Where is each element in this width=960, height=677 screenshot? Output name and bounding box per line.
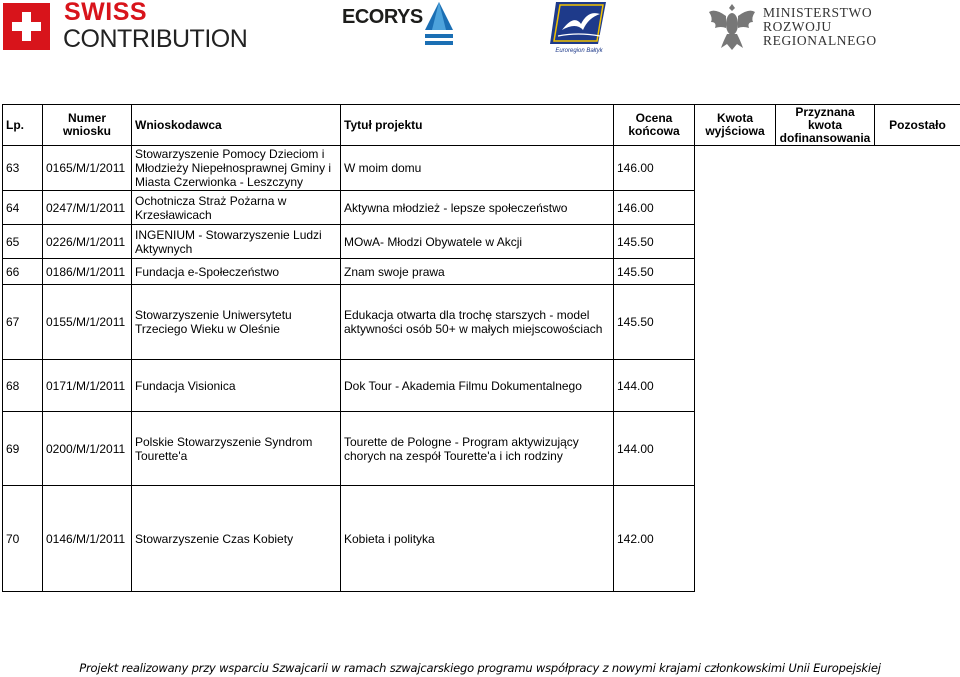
cell-lp: 65 — [3, 225, 43, 259]
cell-lp: 63 — [3, 146, 43, 191]
cell-lp: 67 — [3, 285, 43, 360]
cell-ocena: 146.00 — [614, 191, 695, 225]
ministry-line-2: ROZWOJU — [763, 19, 832, 34]
cell-numer: 0200/M/1/2011 — [43, 412, 132, 486]
cell-ocena: 145.50 — [614, 225, 695, 259]
cell-ocena: 144.00 — [614, 412, 695, 486]
cell-wnioskodawca: Polskie Stowarzyszenie Syndrom Tourette'a — [132, 412, 341, 486]
cell-empty-area — [695, 259, 960, 592]
cell-wnioskodawca: Ochotnicza Straż Pożarna w Krzesławicach — [132, 191, 341, 225]
cell-empty-block — [695, 146, 960, 259]
cell-tytul: MOwA- Młodzi Obywatele w Akcji — [341, 225, 614, 259]
ecorys-logo-text: ECORYS — [342, 6, 423, 28]
cell-tytul: Dok Tour - Akademia Filmu Dokumentalnego — [341, 360, 614, 412]
euroregion-baltyk-logo — [548, 0, 610, 54]
cell-lp: 64 — [3, 191, 43, 225]
cell-wnioskodawca: Stowarzyszenie Uniwersytetu Trzeciego Wieku w Oleśnie — [132, 285, 341, 360]
col-header-kwota: Kwota wyjściowa — [695, 105, 776, 146]
cell-ocena: 145.50 — [614, 285, 695, 360]
cell-tytul: Tourette de Pologne - Program aktywizujący chorych na zespół Tourette'a i ich rodziny — [341, 412, 614, 486]
ministry-logo-text — [763, 6, 877, 48]
cell-wnioskodawca: Stowarzyszenie Czas Kobiety — [132, 486, 341, 592]
col-header-tytul: Tytuł projektu — [341, 105, 614, 146]
footer-note: Projekt realizowany przy wsparciu Szwajcarii w ramach szwajcarskiego programu współpracy z nowymi krajami członkowskimi Unii Europejskiej — [79, 661, 881, 675]
cell-wnioskodawca: Stowarzyszenie Pomocy Dzieciom i Młodzieży Niepełnosprawnej Gminy i Miasta Czerwionka - Leszczyny — [132, 146, 341, 191]
ministry-line-3: REGIONALNEGO — [763, 33, 877, 48]
col-header-przyznana: Przyznana kwota dofinansowania — [776, 105, 875, 146]
cell-numer: 0165/M/1/2011 — [43, 146, 132, 191]
ministry-logo — [705, 0, 905, 56]
cell-tytul: Znam swoje prawa — [341, 259, 614, 285]
cell-wnioskodawca: INGENIUM - Stowarzyszenie Ludzi Aktywnych — [132, 225, 341, 259]
cell-lp: 70 — [3, 486, 43, 592]
cell-wnioskodawca: Fundacja e-Społeczeństwo — [132, 259, 341, 285]
cell-tytul: Kobieta i polityka — [341, 486, 614, 592]
cell-numer: 0186/M/1/2011 — [43, 259, 132, 285]
swiss-contribution-logo — [0, 0, 250, 56]
ecorys-drop-icon — [422, 0, 456, 50]
cell-numer: 0171/M/1/2011 — [43, 360, 132, 412]
cell-lp: 66 — [3, 259, 43, 285]
cell-ocena: 145.50 — [614, 259, 695, 285]
grant-results-table — [2, 104, 960, 592]
cell-tytul: Aktywna młodzież - lepsze społeczeństwo — [341, 191, 614, 225]
cell-lp: 68 — [3, 360, 43, 412]
col-header-wnioskodawca: Wnioskodawca — [132, 105, 341, 146]
cell-tytul: W moim domu — [341, 146, 614, 191]
cell-numer: 0247/M/1/2011 — [43, 191, 132, 225]
polish-eagle-icon — [707, 0, 757, 52]
col-header-pozostalo: Pozostało — [875, 105, 960, 146]
table-row — [3, 259, 960, 285]
col-header-numer: Numer wniosku — [43, 105, 132, 146]
cell-numer: 0146/M/1/2011 — [43, 486, 132, 592]
cell-wnioskodawca: Fundacja Visionica — [132, 360, 341, 412]
swiss-cross-icon — [3, 3, 50, 50]
swiss-logo-line1: SWISS — [64, 0, 148, 26]
col-header-lp: Lp. — [3, 105, 43, 146]
cell-numer: 0155/M/1/2011 — [43, 285, 132, 360]
swiss-logo-line2: CONTRIBUTION — [63, 25, 248, 53]
cell-ocena: 144.00 — [614, 360, 695, 412]
euroregion-logo-text: Euroregion Bałtyk — [555, 48, 603, 54]
table-header-row — [3, 105, 960, 146]
table-row — [3, 146, 960, 191]
cell-ocena: 142.00 — [614, 486, 695, 592]
cell-numer: 0226/M/1/2011 — [43, 225, 132, 259]
ecorys-logo — [342, 0, 457, 50]
cell-lp: 69 — [3, 412, 43, 486]
cell-ocena: 146.00 — [614, 146, 695, 191]
col-header-ocena: Ocena końcowa — [614, 105, 695, 146]
seagull-icon — [548, 0, 610, 54]
cell-tytul: Edukacja otwarta dla trochę starszych - model aktywności osób 50+ w małych miejscowościach — [341, 285, 614, 360]
ministry-line-1: MINISTERSTWO — [763, 5, 873, 20]
